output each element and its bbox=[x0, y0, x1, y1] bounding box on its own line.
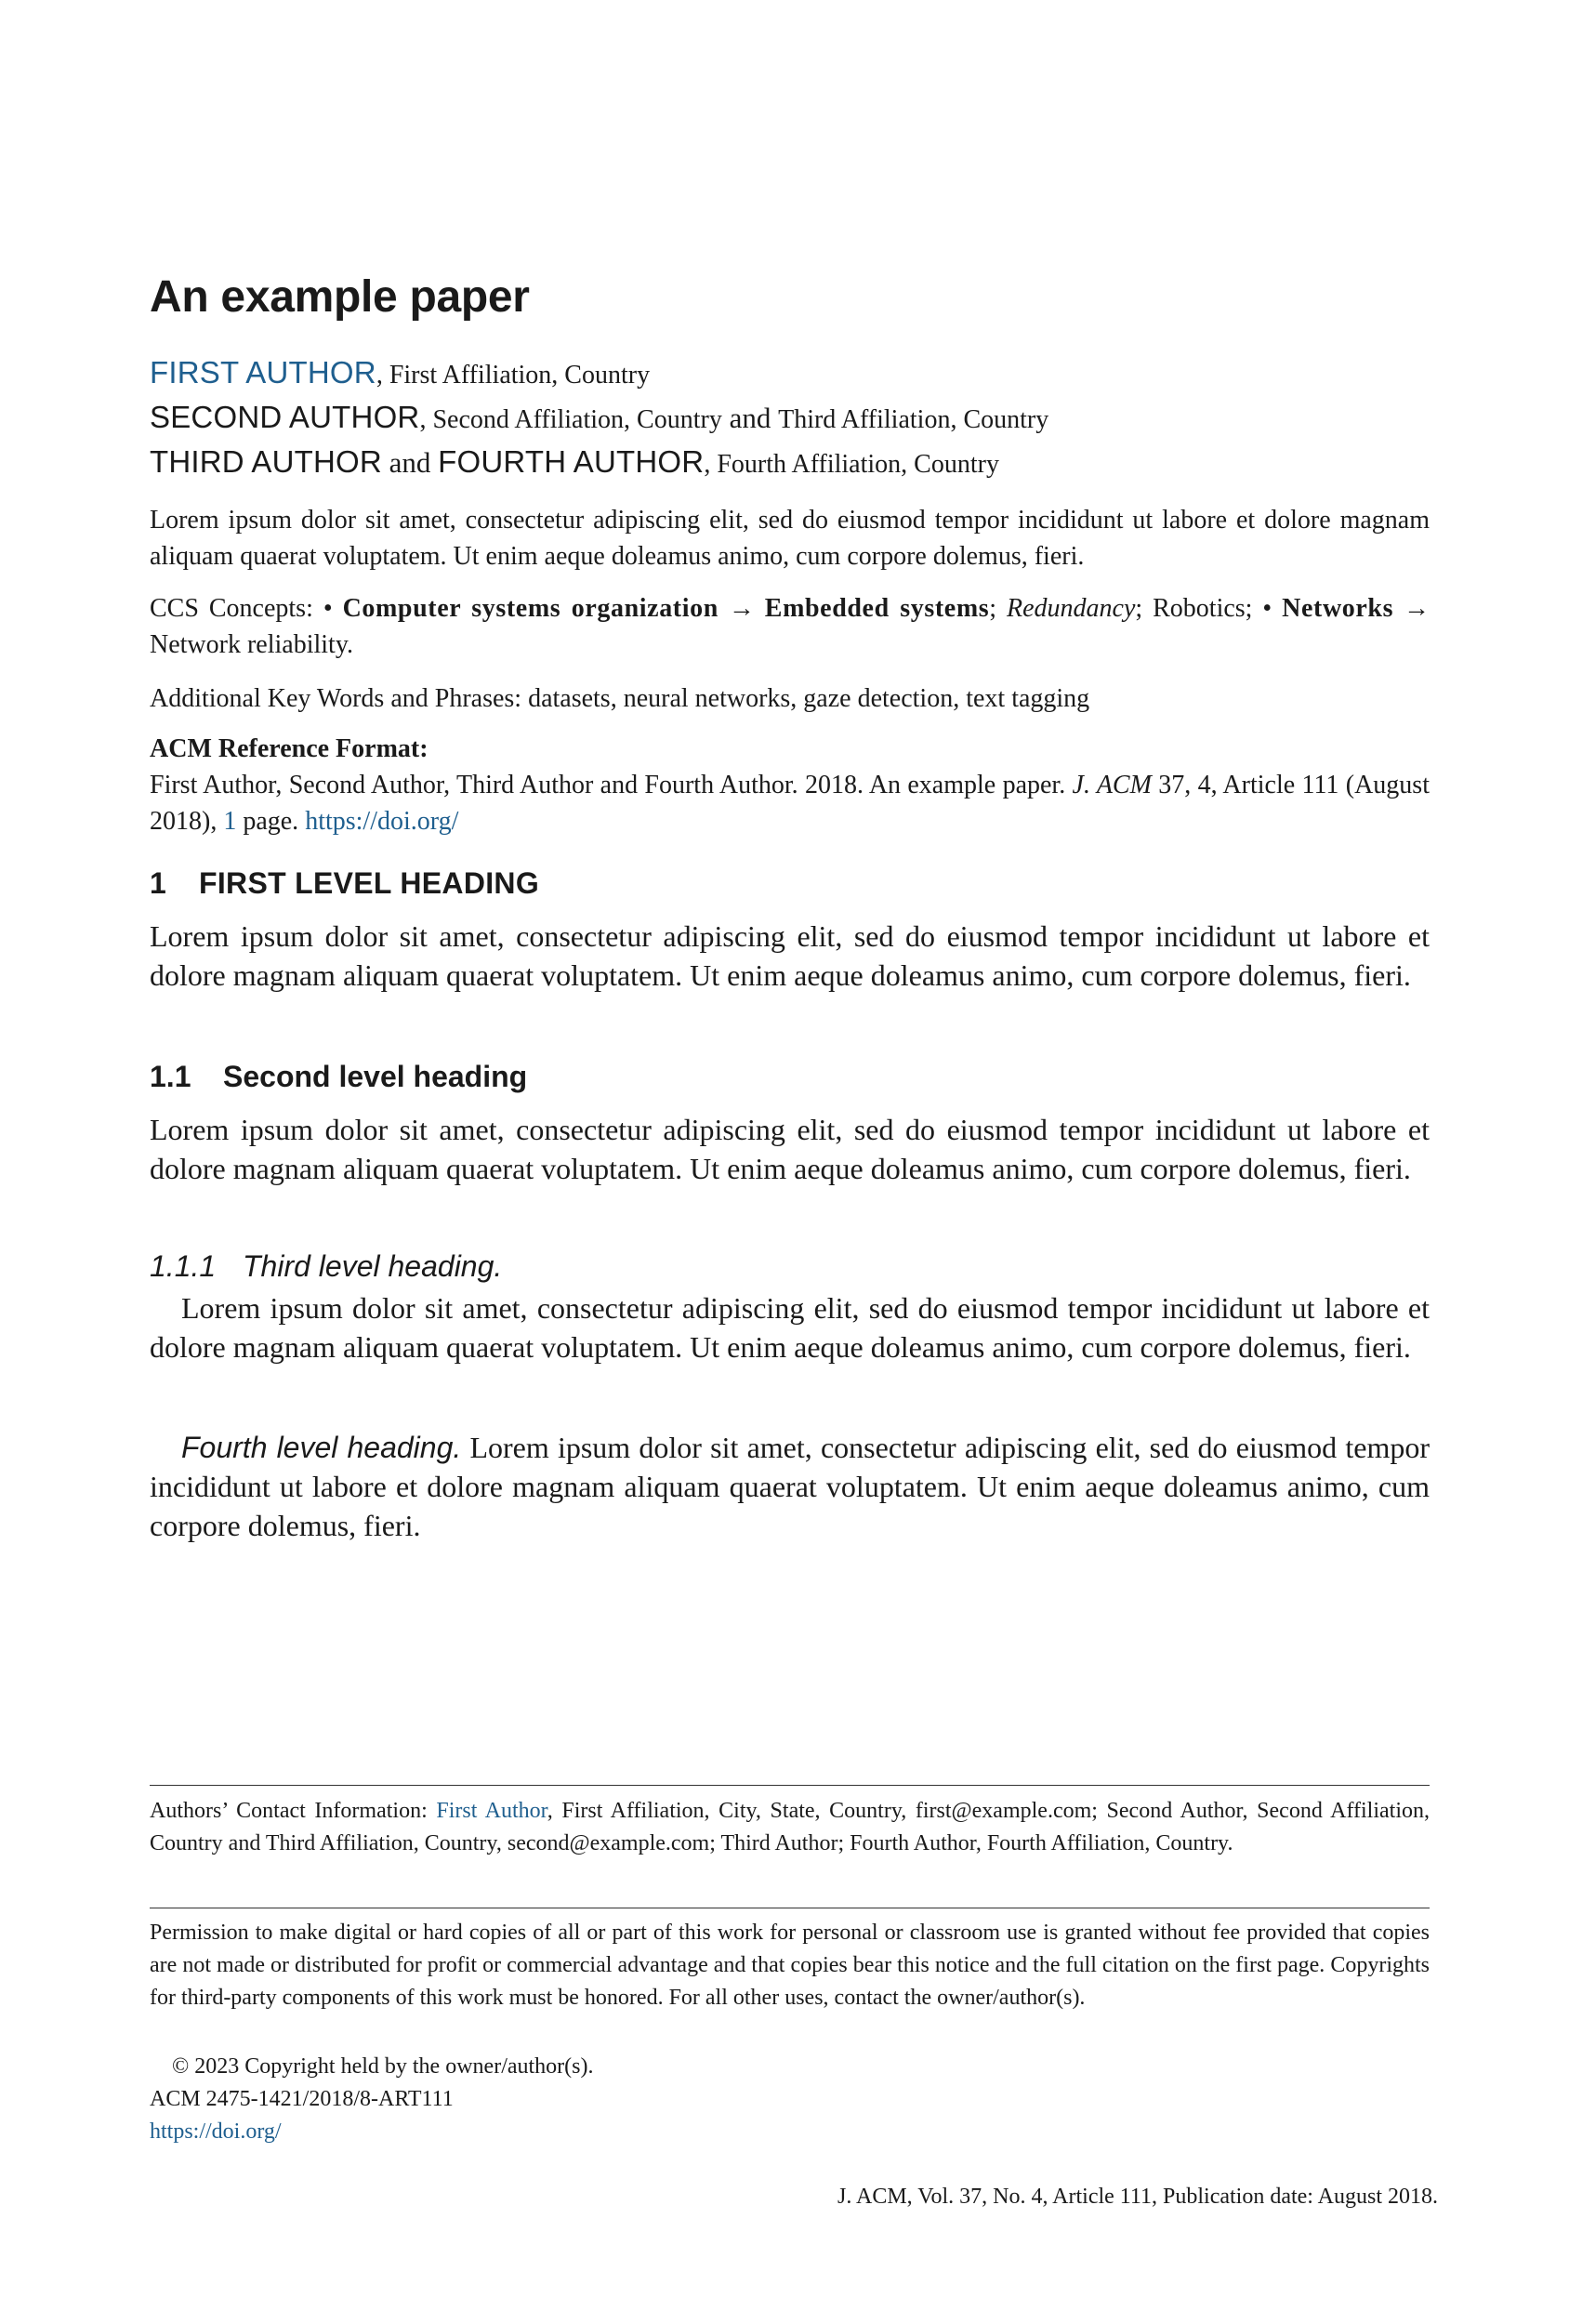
author-and: and bbox=[381, 446, 439, 479]
author-and: and bbox=[721, 402, 779, 434]
reference-text: 37, 4, Article 111 (August 2018), bbox=[150, 771, 1430, 836]
author-affiliation: Third Affiliation, Country bbox=[778, 405, 1049, 434]
section-title: FIRST LEVEL HEADING bbox=[199, 866, 540, 900]
page-count-link[interactable]: 1 bbox=[223, 807, 237, 836]
paper-title: An example paper bbox=[150, 272, 530, 322]
copyright-block bbox=[150, 2051, 1430, 2148]
page-footer: J. ACM, Vol. 37, No. 4, Article 111, Publication date: August 2018. bbox=[837, 2185, 1438, 2209]
footnote-divider bbox=[150, 1785, 1430, 1786]
author-second: SECOND AUTHOR bbox=[150, 400, 420, 434]
author-list bbox=[150, 351, 1430, 485]
author-line-1 bbox=[150, 351, 1430, 396]
ccs-arrow: → bbox=[718, 594, 765, 623]
author-contact-info bbox=[150, 1795, 1430, 1860]
ccs-bullet: • bbox=[1262, 594, 1283, 623]
copyright-line: © 2023 Copyright held by the owner/author(s). bbox=[172, 2054, 594, 2079]
section-1-1-paragraph: Lorem ipsum dolor sit amet, consectetur adipiscing elit, sed do eiusmod tempor incididunt ut labore et dolore magnam aliquam quaerat voluptatem. Ut enim aeque doleamus animo, cum corpore dolemus, fieri. bbox=[150, 1113, 1430, 1185]
ccs-concept: Network reliability. bbox=[150, 630, 354, 659]
acm-id-line: ACM 2475-1421/2018/8-ART111 bbox=[150, 2087, 454, 2111]
section-1-1-1-paragraph: Lorem ipsum dolor sit amet, consectetur adipiscing elit, sed do eiusmod tempor incididunt ut labore et dolore magnam aliquam quaerat voluptatem. Ut enim aeque doleamus animo, cum corpore dolemus, fieri. bbox=[150, 1291, 1430, 1364]
section-title: Third level heading. bbox=[243, 1249, 503, 1283]
journal-name: J. ACM bbox=[1072, 771, 1152, 799]
ccs-concept: Networks bbox=[1282, 594, 1394, 623]
ccs-arrow: → bbox=[1393, 594, 1431, 623]
author-affiliation: , First Affiliation, Country bbox=[376, 361, 651, 390]
first-author-link[interactable]: First Author bbox=[436, 1799, 547, 1823]
abstract: Lorem ipsum dolor sit amet, consectetur adipiscing elit, sed do eiusmod tempor incididunt ut labore et dolore magnam aliquam quaerat voluptatem. Ut enim aeque doleamus animo, cum corpore dolemus, fieri. bbox=[150, 506, 1430, 571]
reference-text: First Author, Second Author, Third Author and Fourth Author. 2018. An example paper. bbox=[150, 771, 1073, 799]
ccs-bullet: • bbox=[323, 594, 343, 623]
reference-text: page. bbox=[236, 807, 306, 836]
author-line-3 bbox=[150, 441, 1430, 485]
author-line-2 bbox=[150, 396, 1430, 441]
ccs-separator: ; Robotics; bbox=[1135, 594, 1263, 623]
keywords: Additional Key Words and Phrases: datasets, neural networks, gaze detection, text tagging bbox=[150, 684, 1090, 713]
fourth-level-paragraph bbox=[150, 1428, 1430, 1545]
doi-link[interactable]: https://doi.org/ bbox=[150, 2119, 282, 2144]
fourth-level-text: Lorem ipsum dolor sit amet, consectetur adipiscing elit, sed do eiusmod tempor incididunt ut labore et dolore magnam aliquam quaerat voluptatem. Ut enim aeque doleamus animo, cum corpore dolemus, fieri. bbox=[150, 1431, 1431, 1542]
section-heading-1-1 bbox=[150, 1060, 1430, 1094]
permission-notice: Permission to make digital or hard copies of all or part of this work for personal or classroom use is granted without fee provided that copies are not made or distributed for profit or commercial advantage and that copies bear this notice and the full citation on the first page. Copyrights for third-party components of this work must be honored. For all other uses, contact the owner/author(s). bbox=[150, 1921, 1430, 2010]
ccs-separator: ; bbox=[989, 594, 1007, 623]
doi-link[interactable]: https://doi.org/ bbox=[305, 807, 459, 836]
ccs-concept: Computer systems organization bbox=[342, 594, 719, 623]
contact-label: Authors’ Contact Information: bbox=[150, 1799, 437, 1823]
acm-reference-heading: ACM Reference Format: bbox=[150, 734, 429, 763]
section-number: 1.1 bbox=[150, 1060, 191, 1093]
author-first-link[interactable]: FIRST AUTHOR bbox=[150, 355, 376, 390]
author-affiliation: , Second Affiliation, Country bbox=[419, 405, 722, 434]
ccs-concepts bbox=[150, 590, 1430, 663]
section-heading-1 bbox=[150, 866, 1430, 901]
acm-reference-text bbox=[150, 767, 1430, 839]
acm-reference-format bbox=[150, 731, 1430, 839]
section-heading-1-1-1 bbox=[150, 1249, 1430, 1284]
section-number: 1.1.1 bbox=[150, 1249, 217, 1283]
author-third: THIRD AUTHOR bbox=[150, 444, 382, 479]
ccs-concept: Embedded systems bbox=[764, 594, 990, 623]
ccs-concept: Redundancy bbox=[1007, 594, 1136, 623]
ccs-label: CCS Concepts: bbox=[150, 594, 323, 623]
section-title: Second level heading bbox=[223, 1060, 528, 1093]
section-1-paragraph: Lorem ipsum dolor sit amet, consectetur adipiscing elit, sed do eiusmod tempor incididunt ut labore et dolore magnam aliquam quaerat voluptatem. Ut enim aeque doleamus animo, cum corpore dolemus, fieri. bbox=[150, 919, 1430, 992]
fourth-level-heading: Fourth level heading. bbox=[181, 1431, 462, 1464]
author-affiliation: , Fourth Affiliation, Country bbox=[704, 450, 999, 479]
contact-text: , First Affiliation, City, State, Country, first@example.com; Second Author, Second Affiliation, Country and Third Affiliation, Country, second@example.com; Third Author; Fourth Author, Fourth Affiliation, Country. bbox=[150, 1799, 1430, 1855]
section-number: 1 bbox=[150, 866, 167, 900]
author-fourth: FOURTH AUTHOR bbox=[438, 444, 705, 479]
